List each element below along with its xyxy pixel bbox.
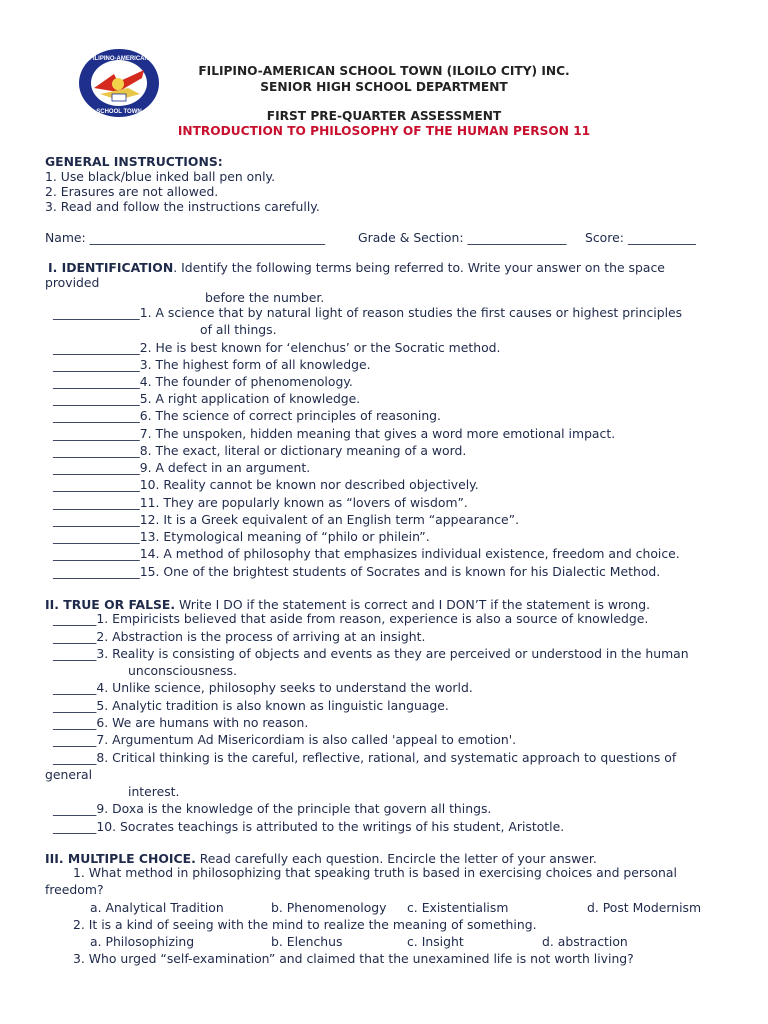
truefalse-item: _______5. Analytic tradition is also known as linguistic language. [53, 698, 449, 713]
identification-item: ______________9. A defect in an argument. [53, 460, 311, 475]
answer-blank[interactable]: ______________ [53, 408, 140, 423]
answer-blank[interactable]: _______ [53, 629, 97, 644]
question-2: 2. It is a kind of seeing with the mind to realize the meaning of something. [73, 917, 537, 932]
name-field[interactable]: Name: ______________________________________ [45, 230, 326, 245]
question-3: 3. Who urged “self-examination” and claimed that the unexamined life is not worth living? [73, 951, 634, 966]
answer-blank[interactable]: _______ [53, 819, 97, 834]
identification-item: ______________15. One of the brightest students of Socrates and is known for his Dialectic Method. [53, 564, 661, 579]
identification-item: ______________7. The unspoken, hidden meaning that gives a word more emotional impact. [53, 426, 616, 441]
choice-d[interactable]: d. Post Modernism [587, 900, 702, 915]
truefalse-heading: II. TRUE OR FALSE. Write I DO if the statement is correct and I DON’T if the statement is wrong. [45, 597, 651, 612]
truefalse-item-cont: unconsciousness. [128, 663, 237, 678]
identification-desc-line: before the number. [205, 290, 325, 305]
svg-text:FILIPINO-AMERICAN: FILIPINO-AMERICAN [89, 56, 149, 62]
answer-blank[interactable]: _______ [53, 680, 97, 695]
svg-text:SCHOOL TOWN: SCHOOL TOWN [96, 109, 142, 115]
identification-item: ______________13. Etymological meaning of “philo or philein”. [53, 529, 430, 544]
truefalse-item-cont: general [45, 767, 93, 782]
answer-blank[interactable]: ______________ [53, 495, 140, 510]
instructions-title: GENERAL INSTRUCTIONS: [45, 154, 223, 169]
identification-item: ______________6. The science of correct principles of reasoning. [53, 408, 441, 423]
question-1-cont: freedom? [45, 882, 104, 897]
answer-blank[interactable]: _______ [53, 750, 97, 765]
identification-item: ______________4. The founder of phenomenology. [53, 374, 353, 389]
exam-title: FIRST PRE-QUARTER ASSESSMENT [266, 109, 502, 123]
answer-blank[interactable]: ______________ [53, 443, 140, 458]
identification-item: ______________3. The highest form of all knowledge. [53, 357, 371, 372]
answer-blank[interactable]: ______________ [53, 546, 140, 561]
answer-blank[interactable]: _______ [53, 801, 97, 816]
answer-blank[interactable]: ______________ [53, 305, 140, 320]
answer-blank[interactable]: ______________ [53, 391, 140, 406]
answer-blank[interactable]: ______________ [53, 374, 140, 389]
truefalse-item: _______3. Reality is consisting of objects and events as they are perceived or understood in the human [53, 646, 689, 661]
multiple-choice-heading: III. MULTIPLE CHOICE. Read carefully each question. Encircle the letter of your answer. [45, 851, 597, 866]
answer-blank[interactable]: _______ [53, 732, 97, 747]
instruction-item: 3. Read and follow the instructions carefully. [45, 199, 320, 214]
truefalse-item-cont: interest. [128, 784, 180, 799]
choice-a[interactable]: a. Philosophizing [90, 934, 195, 949]
identification-item: ______________8. The exact, literal or dictionary meaning of a word. [53, 443, 467, 458]
identification-heading: I. IDENTIFICATION. Identify the following terms being referred to. Write your answer on the space [48, 260, 665, 275]
grade-section-field[interactable]: Grade & Section: ________________ [358, 230, 567, 245]
answer-blank[interactable]: _______ [53, 715, 97, 730]
answer-blank[interactable]: ______________ [53, 460, 140, 475]
identification-item: ______________2. He is best known for ‘elenchus’ or the Socratic method. [53, 340, 501, 355]
truefalse-item: _______4. Unlike science, philosophy seeks to understand the world. [53, 680, 473, 695]
truefalse-item: _______9. Doxa is the knowledge of the principle that govern all things. [53, 801, 492, 816]
subject-title: INTRODUCTION TO PHILOSOPHY OF THE HUMAN PERSON 11 [177, 124, 591, 138]
identification-item: ______________5. A right application of knowledge. [53, 391, 361, 406]
identification-item: ______________14. A method of philosophy that emphasizes individual existence, freedom and choice. [53, 546, 680, 561]
identification-item-cont: of all things. [200, 322, 277, 337]
instruction-item: 1. Use black/blue inked ball pen only. [45, 169, 276, 184]
choice-c[interactable]: c. Existentialism [407, 900, 509, 915]
answer-blank[interactable]: ______________ [53, 340, 140, 355]
truefalse-item: _______2. Abstraction is the process of arriving at an insight. [53, 629, 426, 644]
school-name: FILIPINO-AMERICAN SCHOOL TOWN (ILOILO CITY) INC. [198, 64, 570, 78]
choice-c[interactable]: c. Insight [407, 934, 464, 949]
identification-item: ______________12. It is a Greek equivalent of an English term “appearance”. [53, 512, 520, 527]
department-name: SENIOR HIGH SCHOOL DEPARTMENT [260, 80, 508, 94]
answer-blank[interactable]: ______________ [53, 529, 140, 544]
identification-desc-line: provided [45, 275, 100, 290]
question-1: 1. What method in philosophizing that speaking truth is based in exercising choices and personal [73, 865, 677, 880]
identification-item: ______________11. They are popularly known as “lovers of wisdom”. [53, 495, 468, 510]
truefalse-item: _______1. Empiricists believed that aside from reason, experience is also a source of knowledge. [53, 611, 649, 626]
answer-blank[interactable]: ______________ [53, 477, 140, 492]
answer-blank[interactable]: ______________ [53, 426, 140, 441]
answer-blank[interactable]: _______ [53, 611, 97, 626]
answer-blank[interactable]: ______________ [53, 564, 140, 579]
truefalse-item: _______8. Critical thinking is the careful, reflective, rational, and systematic approach to questions of [53, 750, 677, 765]
answer-blank[interactable]: _______ [53, 698, 97, 713]
answer-blank[interactable]: _______ [53, 646, 97, 661]
choice-b[interactable]: b. Elenchus [271, 934, 343, 949]
truefalse-item: _______7. Argumentum Ad Misericordiam is also called 'appeal to emotion'. [53, 732, 517, 747]
choice-b[interactable]: b. Phenomenology [271, 900, 387, 915]
truefalse-item: _______10. Socrates teachings is attributed to the writings of his student, Aristotle. [53, 819, 565, 834]
instruction-item: 2. Erasures are not allowed. [45, 184, 219, 199]
choice-a[interactable]: a. Analytical Tradition [90, 900, 224, 915]
truefalse-item: _______6. We are humans with no reason. [53, 715, 309, 730]
choice-d[interactable]: d. abstraction [542, 934, 628, 949]
identification-item: ______________10. Reality cannot be known nor described objectively. [53, 477, 479, 492]
identification-item: ______________1. A science that by natural light of reason studies the first causes or highest principles [53, 305, 683, 320]
answer-blank[interactable]: ______________ [53, 357, 140, 372]
score-field[interactable]: Score: ___________ [585, 230, 696, 245]
answer-blank[interactable]: ______________ [53, 512, 140, 527]
